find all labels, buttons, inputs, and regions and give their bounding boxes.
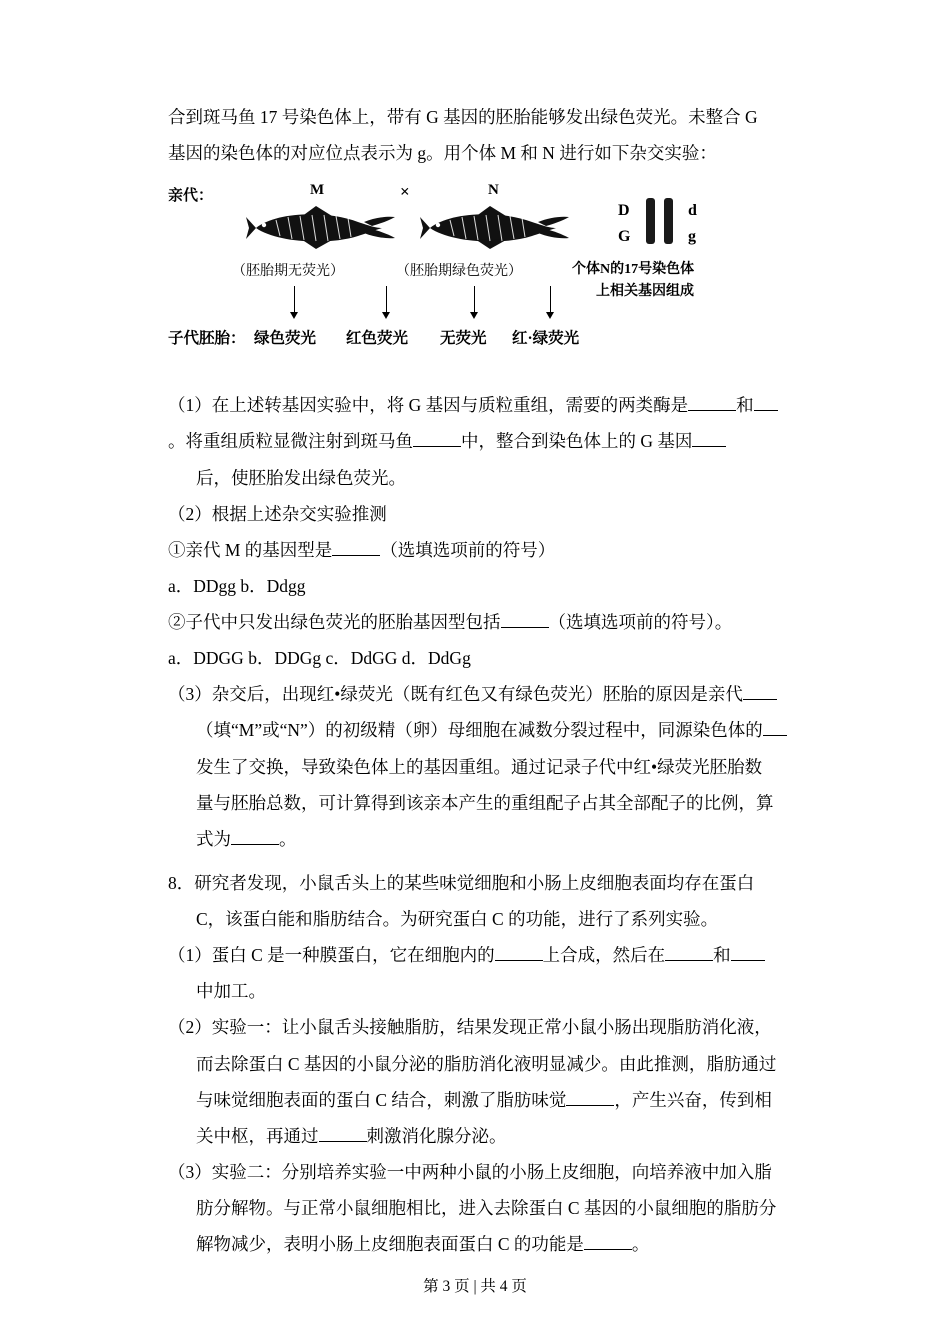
arrow-line-1: [294, 286, 295, 314]
q8-part2-line1: （2）实验一：让小鼠舌头接触脂肪，结果发现正常小鼠小肠出现脂肪消化液，: [168, 1017, 772, 1038]
q8-part2-line3: [168, 1083, 820, 1117]
q8-part2-line4: [168, 1119, 820, 1153]
q7-blank-1[interactable]: [688, 410, 736, 411]
q8-part1-text-a: （1）蛋白 C 是一种膜蛋白，它在细胞内的: [168, 945, 495, 966]
q7-part1-line3: 后，使胚胎发出绿色荧光。: [196, 467, 406, 488]
q8-part2-text-a: 与味觉细胞表面的蛋白 C 结合，刺激了脂肪味觉: [196, 1089, 567, 1110]
q8-blank-3[interactable]: [731, 960, 765, 961]
intro-line-2: 基因的染色体的对应位点表示为 g。用个体 M 和 N 进行如下杂交实验：: [168, 143, 717, 164]
q7-part3-line1: [168, 677, 820, 711]
allele-g-lower: g: [688, 228, 696, 246]
arrow-head-4: [546, 312, 554, 319]
q7-part1-text-b: 和: [736, 395, 754, 416]
q7-part3-text-c: 式为: [196, 828, 231, 849]
allele-g-upper: G: [618, 228, 631, 246]
q7-part1-text-a: （1）在上述转基因实验中，将 G 基因与质粒重组，需要的两类酶是: [168, 395, 689, 416]
cross-experiment-diagram: [168, 176, 820, 384]
q7-blank-7[interactable]: [743, 699, 777, 700]
allele-d-lower: d: [688, 202, 697, 220]
diagram-cross-symbol: ×: [400, 182, 410, 202]
q7-part1-line2: [168, 424, 820, 458]
q8-part3-line1: （3）实验二：分别培养实验一中两种小鼠的小肠上皮细胞，向培养液中加入脂: [168, 1161, 772, 1182]
offspring-item-1: 红色荧光: [346, 330, 409, 348]
arrow-line-4: [550, 286, 551, 314]
fish-m-caption: （胚胎期无荧光）: [232, 264, 344, 280]
q8-part2-text-c: 关中枢，再通过: [196, 1125, 319, 1146]
q8-blank-2[interactable]: [665, 960, 713, 961]
q7-part1-text-d: 中，整合到染色体上的 G 基因: [461, 431, 693, 452]
q7-blank-8[interactable]: [763, 735, 787, 736]
q7-part2-item1-a: ①亲代 M 的基因型是: [168, 539, 333, 560]
q7-part3-text-a: （3）杂交后，出现红•绿荧光（既有红色又有绿色荧光）胚胎的原因是亲代: [168, 684, 743, 705]
chromosome-caption-line1: 个体N的17号染色体: [572, 262, 695, 278]
intro-line-1: 合到斑马鱼 17 号染色体上，带有 G 基因的胚胎能够发出绿色荧光。未整合 G: [168, 107, 758, 127]
q8-part3-text-a: 解物减少，表明小肠上皮细胞表面蛋白 C 的功能是: [196, 1234, 584, 1255]
q7-part3-line2: [168, 713, 820, 747]
offspring-item-3: 红·绿荧光: [512, 330, 580, 348]
diagram-parent-label: 亲代：: [168, 188, 214, 205]
q7-blank-5[interactable]: [332, 555, 380, 556]
arrow-line-3: [474, 286, 475, 314]
q7-blank-2[interactable]: [754, 410, 778, 411]
q8-part1-line2: 中加工。: [196, 981, 266, 1002]
q8-part3-line2: 肪分解物。与正常小鼠细胞相比，进入去除蛋白 C 基因的小鼠细胞的脂肪分: [196, 1198, 777, 1218]
q7-part2-item1: [168, 533, 820, 567]
q8-part3-text-b: 。: [631, 1234, 650, 1255]
q8-part2-text-d: 刺激消化腺分泌。: [366, 1125, 507, 1146]
q8-part1-text-c: 和: [713, 945, 731, 966]
offspring-item-0: 绿色荧光: [254, 330, 317, 348]
allele-d-upper: D: [618, 202, 630, 220]
q7-blank-9[interactable]: [231, 844, 279, 845]
offspring-label: 子代胚胎：: [168, 330, 246, 348]
q8-stem-line1: 8．研究者发现，小鼠舌头上的某些味觉细胞和小肠上皮细胞表面均存在蛋白: [168, 872, 755, 893]
q7-part2-item2-a: ②子代中只发出绿色荧光的胚胎基因型包括: [168, 612, 501, 632]
arrow-head-3: [470, 312, 478, 319]
q8-blank-6[interactable]: [584, 1249, 632, 1250]
q7-options-1: a．DDgg b．Ddgg: [168, 575, 306, 596]
q8-part1-text-b: 上合成，然后在: [542, 945, 666, 966]
q7-part1-text-c: 。将重组质粒显微注射到斑马鱼: [168, 431, 413, 452]
q7-blank-4[interactable]: [692, 446, 726, 447]
q8-blank-5[interactable]: [319, 1141, 367, 1142]
fish-n-caption: （胚胎期绿色荧光）: [396, 264, 522, 280]
q7-blank-3[interactable]: [413, 446, 461, 447]
q8-part3-line3: [168, 1227, 820, 1261]
q8-blank-1[interactable]: [495, 960, 543, 961]
page-footer: 第 3 页 | 共 4 页: [423, 1278, 527, 1295]
q8-blank-4[interactable]: [566, 1105, 614, 1106]
q8-part1-line1: [168, 938, 820, 972]
q7-part3-text-d: 。: [279, 828, 297, 849]
chromosome-caption-line2: 上相关基因组成: [596, 284, 694, 300]
q8-stem-line2: C，该蛋白能和脂肪结合。为研究蛋白 C 的功能，进行了系列实验。: [196, 909, 719, 929]
arrow-head-1: [290, 312, 298, 319]
q8-part2-text-b: ，产生兴奋，传到相: [614, 1089, 772, 1110]
arrow-head-2: [382, 312, 390, 319]
diagram-parent-n-label: N: [488, 182, 499, 199]
q7-part2-item2: [168, 605, 820, 639]
q7-part3-line5: [168, 822, 820, 856]
q7-part1-line1: [168, 388, 820, 422]
arrow-line-2: [386, 286, 387, 314]
q7-blank-6[interactable]: [501, 627, 549, 628]
q7-part3-text-b: （填“M”或“N”）的初级精（卵）母细胞在减数分裂过程中，同源染色体的: [196, 720, 763, 741]
fish-m-illustration: [246, 204, 396, 250]
q7-part2-item2-b: （选填选项前的符号）。: [548, 612, 733, 632]
q7-part2-item1-b: （选填选项前的符号）: [380, 539, 556, 560]
q7-options-2: a．DDGG b．DDGg c．DdGG d．DdGg: [168, 648, 471, 669]
chromosome-bar-right: [664, 198, 673, 244]
q7-part2-header: （2）根据上述杂交实验推测: [168, 503, 387, 524]
q7-part3-line4: 量与胚胎总数，可计算得到该亲本产生的重组配子占其全部配子的比例，算: [196, 792, 774, 813]
chromosome-bar-left: [646, 198, 655, 244]
q8-part2-line2: 而去除蛋白 C 基因的小鼠分泌的脂肪消化液明显减少。由此推测，脂肪通过: [196, 1053, 777, 1074]
offspring-item-2: 无荧光: [440, 330, 487, 348]
diagram-parent-m-label: M: [310, 182, 325, 199]
fish-n-illustration: [420, 204, 570, 250]
q7-part3-line3: 发生了交换，导致染色体上的基因重组。通过记录子代中红•绿荧光胚胎数: [196, 756, 763, 777]
